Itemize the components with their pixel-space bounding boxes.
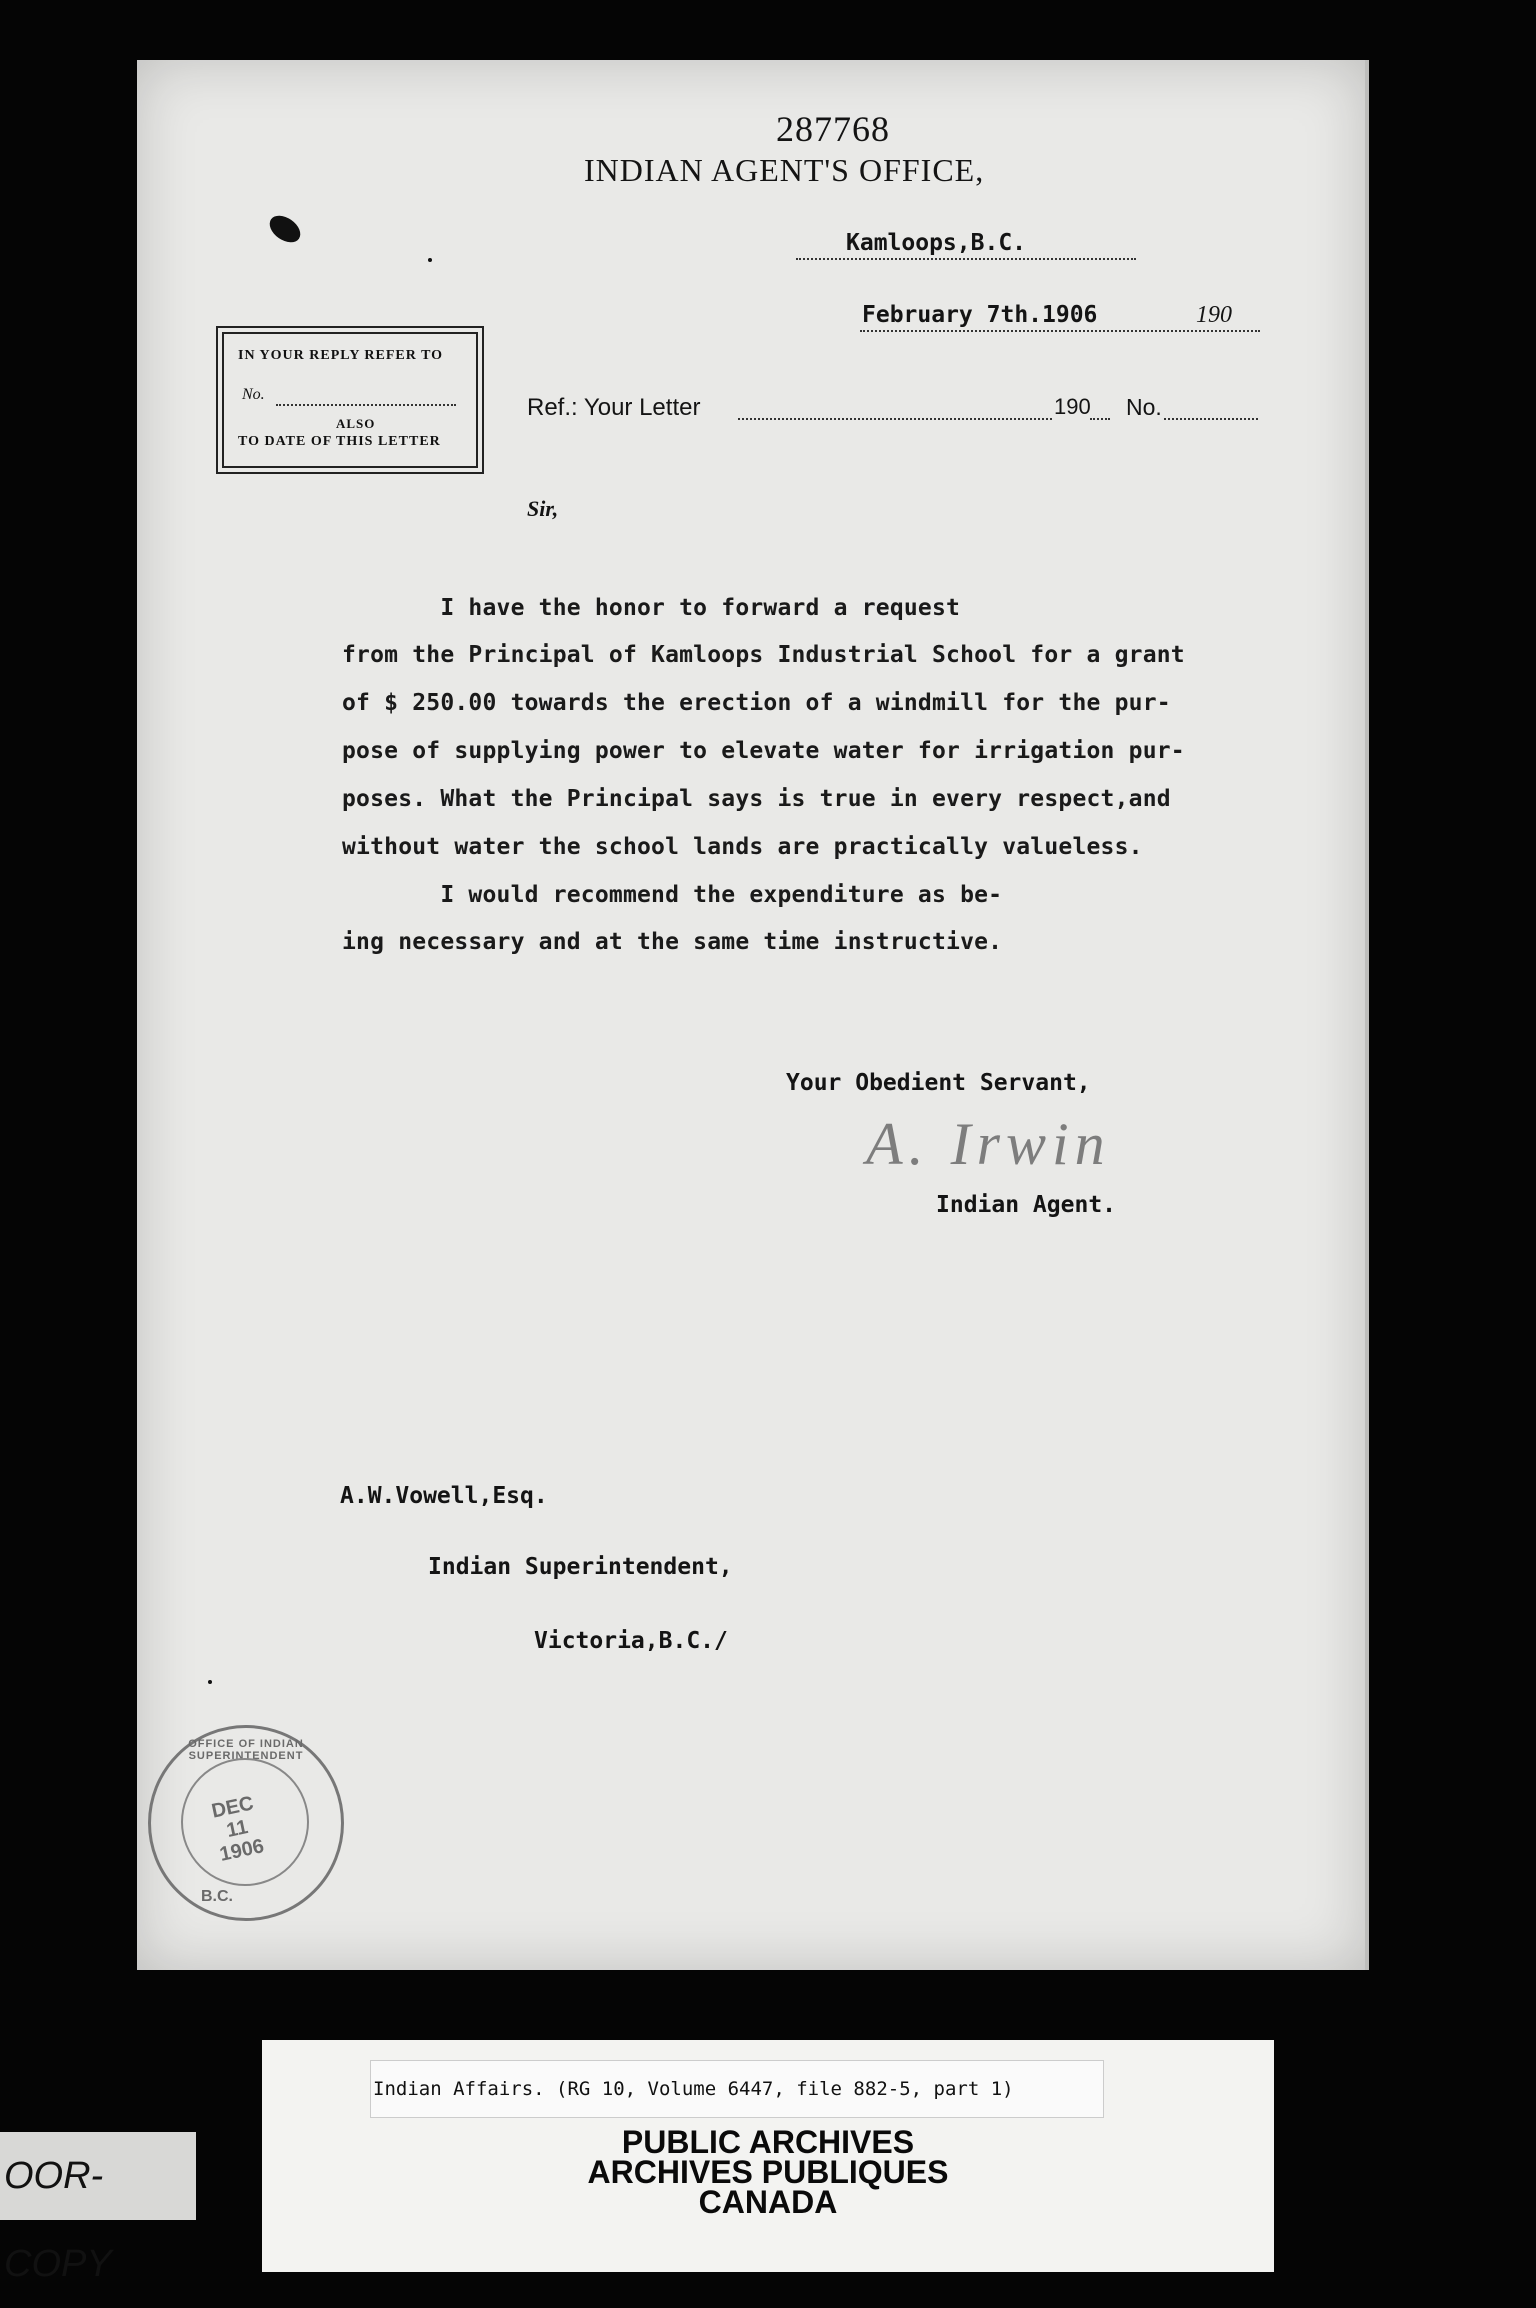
ref-dotted-1: [738, 418, 1052, 420]
closing-phrase: Your Obedient Servant,: [786, 1070, 1091, 1096]
salutation: Sir,: [527, 496, 559, 521]
archive-line-2: ARCHIVES PUBLIQUES: [587, 2154, 949, 2190]
ref-dotted-3: [1164, 418, 1258, 420]
signer-title: Indian Agent.: [936, 1192, 1117, 1218]
superintendent-stamp: [148, 1725, 344, 1921]
stamp-day: 11: [224, 1816, 250, 1842]
file-number: 287768: [776, 109, 890, 149]
reply-box-line3: ALSO: [336, 416, 376, 431]
reply-box-line2: No.: [242, 386, 265, 403]
reply-reference-box: [222, 332, 478, 468]
body-line-2: from the Principal of Kamloops Industrial School for a grant: [342, 642, 1185, 668]
stamp-ring-text: OFFICE OF INDIAN SUPERINTENDENT: [188, 1738, 304, 1762]
date-dotted-line: [860, 330, 1260, 332]
archive-line-3: CANADA: [698, 2184, 838, 2220]
reply-box-line1: IN YOUR REPLY REFER TO: [238, 348, 444, 363]
archive-line-1: PUBLIC ARCHIVES: [621, 2124, 915, 2160]
poor-copy-tag: OOR-COPY: [0, 2132, 196, 2220]
reply-box-line4: TO DATE OF THIS LETTER: [238, 434, 441, 449]
signature: A. Irwin: [866, 1111, 1111, 1177]
body-line-3: of $ 250.00 towards the erection of a windmill for the pur-: [342, 690, 1171, 716]
addressee-name: A.W.Vowell,Esq.: [340, 1483, 548, 1509]
addressee-title: Indian Superintendent,: [428, 1554, 733, 1580]
body-line-5: poses. What the Principal says is true in every respect,and: [342, 786, 1171, 812]
office-heading: INDIAN AGENT'S OFFICE,: [584, 152, 985, 188]
archive-citation: Indian Affairs. (RG 10, Volume 6447, file 882-5, part 1): [370, 2060, 1104, 2118]
letter-date: February 7th.1906: [862, 302, 1098, 328]
ref-dotted-2: [1090, 418, 1110, 420]
stamp-year: 1906: [217, 1835, 266, 1866]
reply-box-dotted: [276, 404, 456, 406]
ink-speck: [208, 1680, 212, 1684]
ref-label: Ref.: Your Letter: [527, 394, 701, 421]
place-dotted-line: [796, 258, 1136, 260]
stamp-month: DEC: [209, 1792, 256, 1823]
body-line-7: I would recommend the expenditure as be-: [342, 882, 1003, 908]
ref-year: 190: [1054, 394, 1091, 419]
body-line-6: without water the school lands are practically valueless.: [342, 834, 1143, 860]
body-line-1: I have the honor to forward a request: [342, 595, 961, 621]
stamp-bottom-text: B.C.: [201, 1888, 233, 1905]
place: Kamloops,B.C.: [846, 230, 1027, 256]
ref-no: No.: [1126, 394, 1162, 420]
letter-year-print: 190: [1196, 302, 1232, 328]
ink-speck: [428, 258, 432, 262]
body-line-4: pose of supplying power to elevate water for irrigation pur-: [342, 738, 1185, 764]
body-line-8: ing necessary and at the same time instructive.: [342, 929, 1003, 955]
addressee-place: Victoria,B.C./: [534, 1628, 728, 1654]
